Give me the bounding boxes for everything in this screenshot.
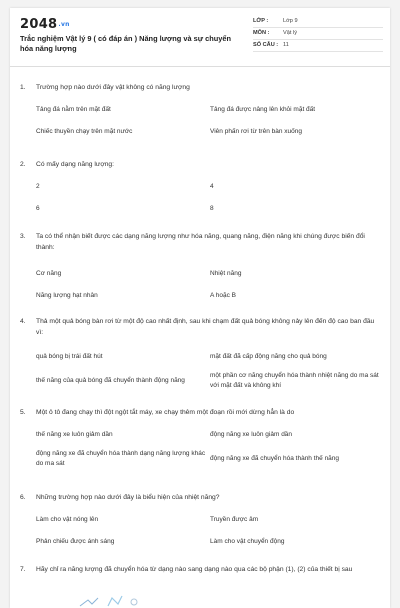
meta-row-subject — [253, 28, 383, 40]
answer-option[interactable]: động năng xe đã chuyển hóa thành dạng năng lượng khác do ma sát — [36, 450, 206, 467]
logo-suffix: .vn — [58, 21, 70, 28]
logo-main: 2048 — [20, 17, 58, 32]
question-text — [20, 231, 380, 253]
answer-option[interactable]: Truyền được âm — [210, 516, 259, 523]
answer-option[interactable]: Cơ năng — [36, 270, 62, 277]
question-5 — [20, 407, 380, 492]
question-text — [20, 159, 380, 170]
question-body: Ta có thể nhận biết được các dạng năng lượng như hóa năng, quang năng, điện năng khi chúng được biến đổi thành: — [36, 233, 365, 251]
answer-option[interactable]: một phần cơ năng chuyển hóa thành nhiệt năng do ma sát với mặt đất và không khí — [210, 372, 379, 389]
answer-options — [36, 346, 380, 394]
answer-option[interactable]: mặt đất đã cấp động năng cho quả bóng — [210, 353, 327, 360]
question-body: Một ô tô đang chạy thì đột ngột tắt máy, xe chạy thêm một đoạn rồi mới dừng hẳn là do — [36, 409, 295, 416]
document-title: Trắc nghiệm Vật lý 9 ( có đáp án ) Năng lượng và sự chuyển hóa năng lượng — [20, 34, 232, 53]
question-number: 2. — [20, 161, 26, 168]
question-3 — [20, 231, 380, 316]
question-body: Trường hợp nào dưới đây vật không có năng lượng — [36, 84, 190, 91]
question-number: 7. — [20, 566, 26, 573]
question-body: Hãy chỉ ra năng lượng đã chuyển hóa từ dạng nào sang dạng nào qua các bộ phận (1), (2) của thiết bị sau — [36, 566, 353, 573]
document-page — [10, 8, 390, 608]
answer-option[interactable]: Làm cho vật nóng lên — [36, 516, 99, 523]
question-6 — [20, 492, 380, 564]
answer-option[interactable]: 8 — [210, 205, 214, 212]
answer-option[interactable]: quả bóng bị trái đất hút — [36, 353, 103, 360]
question-number: 6. — [20, 494, 26, 501]
meta-row-class — [253, 16, 383, 28]
answer-option[interactable]: 6 — [36, 205, 40, 212]
meta-value: Lớp 9 — [283, 18, 298, 24]
answer-option[interactable]: Chiếc thuyền chạy trên mặt nước — [36, 128, 133, 135]
page-header — [10, 8, 390, 67]
question-4 — [20, 316, 380, 407]
answer-option[interactable]: Năng lượng hạt nhân — [36, 292, 98, 299]
meta-key: LỚP : — [253, 18, 269, 24]
meta-value: 11 — [283, 42, 289, 48]
answer-options — [36, 99, 380, 143]
answer-option[interactable]: Nhiệt năng — [210, 270, 242, 277]
answer-options — [36, 424, 380, 472]
meta-row-count — [253, 40, 383, 52]
answer-option[interactable]: động năng xe luôn giảm dần — [210, 431, 293, 438]
meta-table — [253, 16, 383, 52]
answer-option[interactable]: động năng xe đã chuyển hóa thành thế năng — [210, 455, 340, 462]
answer-option[interactable]: thế năng của quả bóng đã chuyển thành động năng — [36, 377, 185, 384]
question-number: 5. — [20, 409, 26, 416]
question-number: 1. — [20, 84, 26, 91]
question-text — [20, 492, 380, 503]
site-logo[interactable] — [20, 17, 70, 32]
answer-option[interactable]: A hoặc B — [210, 292, 237, 299]
question-list — [20, 82, 380, 575]
answer-options — [36, 263, 380, 307]
question-text — [20, 82, 380, 93]
answer-option[interactable]: Viên phấn rơi từ trên bàn xuống — [210, 128, 302, 135]
answer-options — [36, 509, 380, 553]
question-7 — [20, 564, 380, 575]
question-2 — [20, 159, 380, 231]
answer-option[interactable]: Tảng đá được nâng lên khỏi mặt đất — [210, 106, 316, 113]
question-number: 4. — [20, 318, 26, 325]
answer-option[interactable]: 2 — [36, 183, 40, 190]
question-body: Thả một quả bóng bàn rơi từ một độ cao nhất định, sau khi chạm đất quả bóng không nảy lên đến độ cao ban đầu vì: — [36, 318, 375, 336]
question-body: Những trường hợp nào dưới đây là biểu hiện của nhiệt năng? — [36, 494, 220, 501]
question-text — [20, 564, 380, 575]
answer-option[interactable]: Phản chiếu được ánh sáng — [36, 538, 115, 545]
question-1 — [20, 82, 380, 159]
question-text — [20, 407, 380, 418]
question-number: 3. — [20, 233, 26, 240]
answer-option[interactable]: 4 — [210, 183, 214, 190]
meta-value: Vật lý — [283, 30, 297, 36]
meta-key: MÔN : — [253, 30, 270, 36]
question-text — [20, 316, 380, 338]
question-body: Có mấy dạng năng lượng: — [36, 161, 115, 168]
meta-key: SỐ CÂU : — [253, 42, 279, 48]
answer-options — [36, 176, 380, 220]
answer-option[interactable]: thế năng xe luôn giảm dần — [36, 431, 113, 438]
device-diagram-icon — [78, 594, 158, 608]
answer-option[interactable]: Làm cho vật chuyển động — [210, 538, 285, 545]
answer-option[interactable]: Tảng đá nằm trên mặt đất — [36, 106, 111, 113]
